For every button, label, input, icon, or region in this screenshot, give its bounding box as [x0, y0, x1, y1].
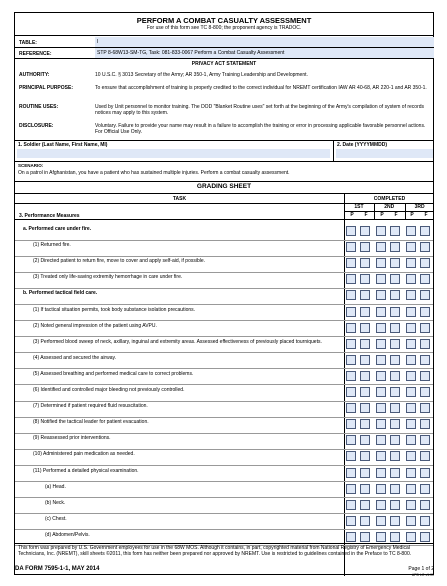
checkbox-p-attempt-1[interactable]: [346, 355, 356, 365]
checkbox-p-attempt-2[interactable]: [376, 435, 386, 445]
checkbox-f-attempt-1[interactable]: [360, 339, 370, 349]
date-label: 2. Date (YYYYMMDD): [337, 142, 388, 148]
checkbox-p-attempt-1[interactable]: [346, 290, 356, 300]
checkbox-p-attempt-2[interactable]: [376, 226, 386, 236]
checkbox-p-attempt-2[interactable]: [376, 451, 386, 461]
measure-row: [15, 482, 433, 497]
routine-uses-label: ROUTINE USES:: [19, 104, 59, 110]
checkbox-f-attempt-3[interactable]: [420, 290, 430, 300]
checkbox-f-attempt-3[interactable]: [420, 355, 430, 365]
checkbox-f-attempt-3[interactable]: [420, 387, 430, 397]
checkbox-p-attempt-1[interactable]: [346, 468, 356, 478]
checkbox-f-attempt-2[interactable]: [390, 274, 400, 284]
completed-header: COMPLETED: [373, 196, 406, 202]
checkbox-f-attempt-3[interactable]: [420, 323, 430, 333]
checkbox-p-attempt-1[interactable]: [346, 516, 356, 526]
pf-header-5: P: [410, 212, 414, 218]
performance-measures-label: 3. Performance Measures: [19, 213, 80, 219]
checkbox-f-attempt-2[interactable]: [390, 451, 400, 461]
checkbox-f-attempt-2[interactable]: [390, 339, 400, 349]
pf-header-4: F: [394, 212, 398, 218]
checkbox-p-attempt-2[interactable]: [376, 516, 386, 526]
attempt-header-2: 2ND: [384, 204, 395, 210]
checkbox-f-attempt-1[interactable]: [360, 355, 370, 365]
checkbox-p-attempt-2[interactable]: [376, 290, 386, 300]
checkbox-p-attempt-3[interactable]: [406, 516, 416, 526]
checkbox-f-attempt-2[interactable]: [390, 484, 400, 494]
measure-text: (d) Abdomen/Pelvis.: [45, 531, 90, 538]
checkbox-f-attempt-2[interactable]: [390, 226, 400, 236]
checkbox-f-attempt-1[interactable]: [360, 468, 370, 478]
checkbox-f-attempt-1[interactable]: [360, 451, 370, 461]
authority-label: AUTHORITY:: [19, 72, 50, 78]
checkbox-p-attempt-3[interactable]: [406, 307, 416, 317]
measure-row: [15, 498, 433, 513]
footer-note: This form was prepared by U.S. Government employees for use in the 68W MOS. Although it contains, in part, copyrighted material from National Registry of Emergency Medical Technicians, Inc. (NREMT), skill sheets ©2011, this form has neither been prepared nor approved by NREMT. Use is restricted to guidelines contained in the Preface to TC 8-800.: [18, 545, 412, 557]
checkbox-f-attempt-1[interactable]: [360, 307, 370, 317]
checkbox-p-attempt-2[interactable]: [376, 307, 386, 317]
measure-row: [15, 224, 433, 239]
checkbox-f-attempt-1[interactable]: [360, 516, 370, 526]
pf-header-1: P: [350, 212, 354, 218]
measure-text: b. Performed tactical field care.: [23, 290, 98, 297]
checkbox-p-attempt-3[interactable]: [406, 468, 416, 478]
measure-text: (1) If tactical situation permits, took body substance isolation precautions.: [33, 306, 196, 313]
measure-row: [15, 288, 433, 303]
measure-row: [15, 385, 433, 400]
measure-text: (c) Chest.: [45, 515, 67, 522]
measure-row: [15, 256, 433, 271]
scenario-label: SCENARIO:: [18, 163, 44, 168]
checkbox-p-attempt-1[interactable]: [346, 323, 356, 333]
checkbox-p-attempt-3[interactable]: [406, 435, 416, 445]
checkbox-p-attempt-3[interactable]: [406, 290, 416, 300]
checkbox-f-attempt-3[interactable]: [420, 274, 430, 284]
soldier-label: 1. Soldier (Last Name, First Name, MI): [18, 142, 108, 148]
soldier-name-input[interactable]: [17, 149, 330, 158]
checkbox-p-attempt-2[interactable]: [376, 355, 386, 365]
checkbox-p-attempt-1[interactable]: [346, 500, 356, 510]
checkbox-f-attempt-2[interactable]: [390, 435, 400, 445]
checkbox-f-attempt-2[interactable]: [390, 307, 400, 317]
checkbox-p-attempt-1[interactable]: [346, 274, 356, 284]
checkbox-p-attempt-1[interactable]: [346, 258, 356, 268]
form-number: DA FORM 7595-1-1, MAY 2014: [15, 566, 100, 572]
checkbox-f-attempt-3[interactable]: [420, 500, 430, 510]
checkbox-p-attempt-1[interactable]: [346, 387, 356, 397]
checkbox-f-attempt-1[interactable]: [360, 419, 370, 429]
checkbox-p-attempt-3[interactable]: [406, 500, 416, 510]
checkbox-p-attempt-3[interactable]: [406, 532, 416, 542]
checkbox-f-attempt-2[interactable]: [390, 468, 400, 478]
form-subtitle: For use of this form see TC 8-800; the proponent agency is TRADOC.: [146, 25, 302, 31]
measure-text: (11) Performed a detailed physical examination.: [33, 467, 139, 474]
pf-header-2: F: [364, 212, 368, 218]
checkbox-p-attempt-1[interactable]: [346, 403, 356, 413]
checkbox-f-attempt-2[interactable]: [390, 387, 400, 397]
checkbox-p-attempt-3[interactable]: [406, 274, 416, 284]
checkbox-f-attempt-3[interactable]: [420, 258, 430, 268]
checkbox-f-attempt-3[interactable]: [420, 532, 430, 542]
measure-row: [15, 514, 433, 529]
pf-header-6: F: [424, 212, 428, 218]
checkbox-f-attempt-2[interactable]: [390, 290, 400, 300]
form-title: PERFORM A COMBAT CASUALTY ASSESSMENT: [136, 16, 312, 25]
checkbox-p-attempt-1[interactable]: [346, 371, 356, 381]
checkbox-p-attempt-3[interactable]: [406, 419, 416, 429]
checkbox-p-attempt-2[interactable]: [376, 500, 386, 510]
measure-row: [15, 401, 433, 416]
authority-text: 10 U.S.C. § 3013 Secretary of the Army; AR 350-1, Army Training Leadership and Development.: [95, 72, 308, 78]
measure-text: a. Performed care under fire.: [23, 226, 92, 232]
measure-text: (4) Assessed and secured the airway.: [33, 354, 117, 361]
grading-heading: GRADING SHEET: [196, 183, 252, 190]
checkbox-p-attempt-2[interactable]: [376, 258, 386, 268]
checkbox-f-attempt-3[interactable]: [420, 226, 430, 236]
checkbox-p-attempt-1[interactable]: [346, 484, 356, 494]
purpose-text: To ensure that accomplishment of training is properly credited to the correct individual for NREMT certification IAW AR 40-68, AR 220-1 and AR 350-1.: [95, 85, 427, 91]
checkbox-f-attempt-1[interactable]: [360, 371, 370, 381]
checkbox-f-attempt-3[interactable]: [420, 419, 430, 429]
checkbox-f-attempt-3[interactable]: [420, 371, 430, 381]
checkbox-p-attempt-2[interactable]: [376, 371, 386, 381]
checkbox-f-attempt-1[interactable]: [360, 258, 370, 268]
checkbox-p-attempt-2[interactable]: [376, 387, 386, 397]
measure-row: [15, 321, 433, 336]
purpose-label: PRINCIPAL PURPOSE:: [19, 85, 73, 91]
reference-value: STP 8-68W13-SM-TG, Task: 081-833-0067 Perform a Combat Casualty Assessment: [97, 50, 285, 56]
checkbox-f-attempt-3[interactable]: [420, 403, 430, 413]
checkbox-p-attempt-3[interactable]: [406, 451, 416, 461]
checkbox-f-attempt-3[interactable]: [420, 435, 430, 445]
checkbox-p-attempt-1[interactable]: [346, 419, 356, 429]
checkbox-f-attempt-2[interactable]: [390, 242, 400, 252]
measure-text: (10) Administered pain medication as needed.: [33, 451, 135, 458]
checkbox-p-attempt-2[interactable]: [376, 339, 386, 349]
checkbox-p-attempt-2[interactable]: [376, 242, 386, 252]
checkbox-f-attempt-1[interactable]: [360, 500, 370, 510]
checkbox-p-attempt-3[interactable]: [406, 387, 416, 397]
checkbox-f-attempt-1[interactable]: [360, 226, 370, 236]
routine-uses-text: Used by Unit personnel to monitor training. The DOD "Blanket Routine uses" set forth at the beginning of the Army's compilation of system of records notices may apply to this system.: [95, 104, 425, 116]
checkbox-p-attempt-2[interactable]: [376, 484, 386, 494]
checkbox-p-attempt-3[interactable]: [406, 339, 416, 349]
measure-text: (b) Neck.: [45, 499, 66, 506]
checkbox-p-attempt-2[interactable]: [376, 419, 386, 429]
measure-row: [15, 240, 433, 255]
scenario-text: On a patrol in Afghanistan, you have a patient who has sustained multiple injuries. Perform a combat casualty assessment.: [18, 170, 290, 176]
checkbox-p-attempt-3[interactable]: [406, 226, 416, 236]
measure-row: [15, 449, 433, 464]
checkbox-f-attempt-2[interactable]: [390, 258, 400, 268]
checkbox-p-attempt-1[interactable]: [346, 242, 356, 252]
checkbox-p-attempt-1[interactable]: [346, 435, 356, 445]
task-header: TASK: [172, 196, 187, 202]
pf-header-3: P: [380, 212, 384, 218]
checkbox-f-attempt-1[interactable]: [360, 274, 370, 284]
checkbox-f-attempt-1[interactable]: [360, 323, 370, 333]
attempt-header-1: 1ST: [354, 204, 364, 210]
checkbox-f-attempt-2[interactable]: [390, 403, 400, 413]
checkbox-p-attempt-3[interactable]: [406, 484, 416, 494]
checkbox-p-attempt-3[interactable]: [406, 258, 416, 268]
measure-row: [15, 305, 433, 320]
checkbox-f-attempt-3[interactable]: [420, 484, 430, 494]
attempt-header-3: 3RD: [414, 204, 425, 210]
checkbox-f-attempt-2[interactable]: [390, 323, 400, 333]
measure-row: [15, 353, 433, 368]
measure-text: (3) Treated only life-saving extremity hemorrhage in care under fire.: [33, 274, 183, 281]
checkbox-f-attempt-3[interactable]: [420, 307, 430, 317]
checkbox-f-attempt-1[interactable]: [360, 484, 370, 494]
measure-row: [15, 369, 433, 384]
checkbox-f-attempt-2[interactable]: [390, 500, 400, 510]
measure-row: [15, 337, 433, 352]
measure-text: (8) Notified the tactical leader for patient evacuation.: [33, 419, 149, 426]
checkbox-p-attempt-2[interactable]: [376, 468, 386, 478]
checkbox-f-attempt-1[interactable]: [360, 532, 370, 542]
measure-text: (7) Determined if patient required fluid resuscitation.: [33, 403, 148, 410]
measure-row: [15, 466, 433, 481]
checkbox-p-attempt-1[interactable]: [346, 339, 356, 349]
table-field[interactable]: [95, 37, 434, 47]
measure-text: (2) Directed patient to return fire, move to cover and apply self-aid, if possible.: [33, 258, 206, 265]
measure-row: [15, 417, 433, 432]
measure-text: (2) Noted general impression of the patient using AVPU.: [33, 322, 157, 329]
measure-text: (6) Identified and controlled major bleeding not previously controlled.: [33, 387, 185, 393]
checkbox-p-attempt-3[interactable]: [406, 403, 416, 413]
disclosure-label: DISCLOSURE:: [19, 123, 54, 129]
checkbox-p-attempt-3[interactable]: [406, 242, 416, 252]
form-version: APD LC v1.00: [411, 573, 434, 577]
checkbox-f-attempt-3[interactable]: [420, 242, 430, 252]
checkbox-f-attempt-2[interactable]: [390, 355, 400, 365]
checkbox-f-attempt-2[interactable]: [390, 371, 400, 381]
measure-text: (9) Reassessed prior interventions.: [33, 435, 111, 442]
measure-row: [15, 272, 433, 287]
checkbox-f-attempt-2[interactable]: [390, 419, 400, 429]
checkbox-p-attempt-2[interactable]: [376, 403, 386, 413]
checkbox-f-attempt-2[interactable]: [390, 516, 400, 526]
privacy-heading: PRIVACY ACT STATEMENT: [191, 61, 257, 67]
checkbox-f-attempt-3[interactable]: [420, 339, 430, 349]
checkbox-f-attempt-1[interactable]: [360, 290, 370, 300]
checkbox-p-attempt-1[interactable]: [346, 451, 356, 461]
checkbox-f-attempt-1[interactable]: [360, 435, 370, 445]
form-page: [14, 12, 434, 575]
checkbox-f-attempt-3[interactable]: [420, 516, 430, 526]
measure-text: (1) Returned fire.: [33, 242, 71, 249]
checkbox-p-attempt-1[interactable]: [346, 307, 356, 317]
table-label: TABLE:: [19, 40, 37, 46]
checkbox-f-attempt-2[interactable]: [390, 532, 400, 542]
checkbox-p-attempt-3[interactable]: [406, 355, 416, 365]
checkbox-f-attempt-1[interactable]: [360, 242, 370, 252]
checkbox-p-attempt-1[interactable]: [346, 532, 356, 542]
checkbox-p-attempt-2[interactable]: [376, 532, 386, 542]
measure-text: (a) Head.: [45, 483, 66, 490]
checkbox-f-attempt-1[interactable]: [360, 387, 370, 397]
page-number: Page 1 of 2: [408, 566, 434, 572]
reference-label: REFERENCE:: [19, 51, 52, 57]
checkbox-f-attempt-1[interactable]: [360, 403, 370, 413]
date-input[interactable]: [336, 149, 433, 158]
checkbox-p-attempt-2[interactable]: [376, 274, 386, 284]
measure-text: (5) Assessed breathing and performed medical care to correct problems.: [33, 370, 194, 377]
measure-row: [15, 433, 433, 448]
checkbox-p-attempt-3[interactable]: [406, 371, 416, 381]
table-value: I: [97, 39, 99, 45]
checkbox-p-attempt-3[interactable]: [406, 323, 416, 333]
checkbox-p-attempt-1[interactable]: [346, 226, 356, 236]
checkbox-f-attempt-3[interactable]: [420, 468, 430, 478]
checkbox-p-attempt-2[interactable]: [376, 323, 386, 333]
disclosure-text: Voluntary. Failure to provide your name may result in a failure to accomplish the training or error in processing applicable favorable personnel actions. For Official Use Only.: [95, 123, 426, 135]
checkbox-f-attempt-3[interactable]: [420, 451, 430, 461]
measure-text: (3) Performed blood sweep of neck, axillary, inguinal and extremity areas. Assessed effectiveness of previously placed tourniquets.: [33, 338, 322, 345]
